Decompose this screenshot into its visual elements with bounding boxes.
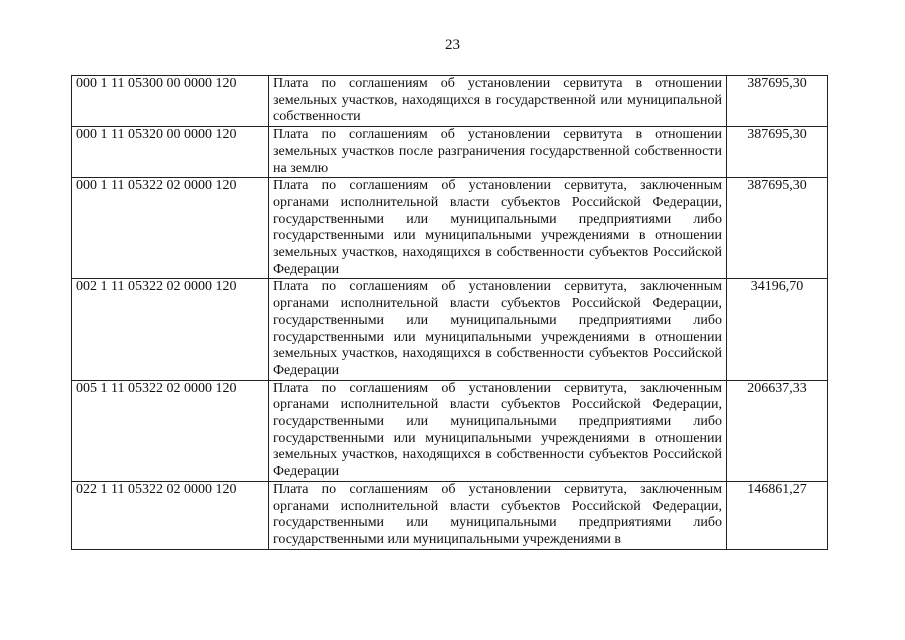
budget-classification-code: 000 1 11 05300 00 0000 120 [72, 76, 269, 127]
budget-classification-code: 005 1 11 05322 02 0000 120 [72, 380, 269, 481]
revenue-description: Плата по соглашениям об установлении сервитута в отношении земельных участков, находящихся в государственной или муниципальной собственности [269, 76, 727, 127]
table-row [72, 127, 828, 178]
revenue-description: Плата по соглашениям об установлении сервитута, заключенным органами исполнительной власти субъектов Российской Федерации, государственными или муниципальными предприятиями либо государственными или муниципальными учреждениями в отношении земельных участков, находящихся в собственности субъектов Российской Федерации [269, 178, 727, 279]
table-row [72, 279, 828, 380]
table-row [72, 481, 828, 549]
budget-classification-code: 002 1 11 05322 02 0000 120 [72, 279, 269, 380]
budget-revenue-table [71, 75, 828, 550]
revenue-description: Плата по соглашениям об установлении сервитута, заключенным органами исполнительной власти субъектов Российской Федерации, государственными или муниципальными предприятиями либо государственными или муниципальными учреждениями в отношении земельных участков, находящихся в собственности субъектов Российской Федерации [269, 279, 727, 380]
budget-classification-code: 000 1 11 05320 00 0000 120 [72, 127, 269, 178]
revenue-amount: 34196,70 [727, 279, 828, 380]
table-row [72, 76, 828, 127]
revenue-amount: 387695,30 [727, 76, 828, 127]
revenue-description: Плата по соглашениям об установлении сервитута, заключенным органами исполнительной власти субъектов Российской Федерации, государственными или муниципальными предприятиями либо государственными или муниципальными учреждениями в отношении земельных участков, находящихся в собственности субъектов Российской Федерации [269, 380, 727, 481]
revenue-amount: 146861,27 [727, 481, 828, 549]
revenue-amount: 206637,33 [727, 380, 828, 481]
budget-classification-code: 000 1 11 05322 02 0000 120 [72, 178, 269, 279]
table-row [72, 380, 828, 481]
revenue-amount: 387695,30 [727, 178, 828, 279]
revenue-description [269, 481, 727, 549]
revenue-description-text: Плата по соглашениям об установлении сервитута, заключенным органами исполнительной власти субъектов Российской Федерации, государственными или муниципальными предприятиями либо государственными или муниципальными учреждениями в [273, 481, 722, 547]
page-number: 23 [445, 37, 460, 53]
revenue-description: Плата по соглашениям об установлении сервитута в отношении земельных участков после разграничения государственной собственности на землю [269, 127, 727, 178]
table-row [72, 178, 828, 279]
revenue-amount: 387695,30 [727, 127, 828, 178]
budget-classification-code: 022 1 11 05322 02 0000 120 [72, 481, 269, 549]
